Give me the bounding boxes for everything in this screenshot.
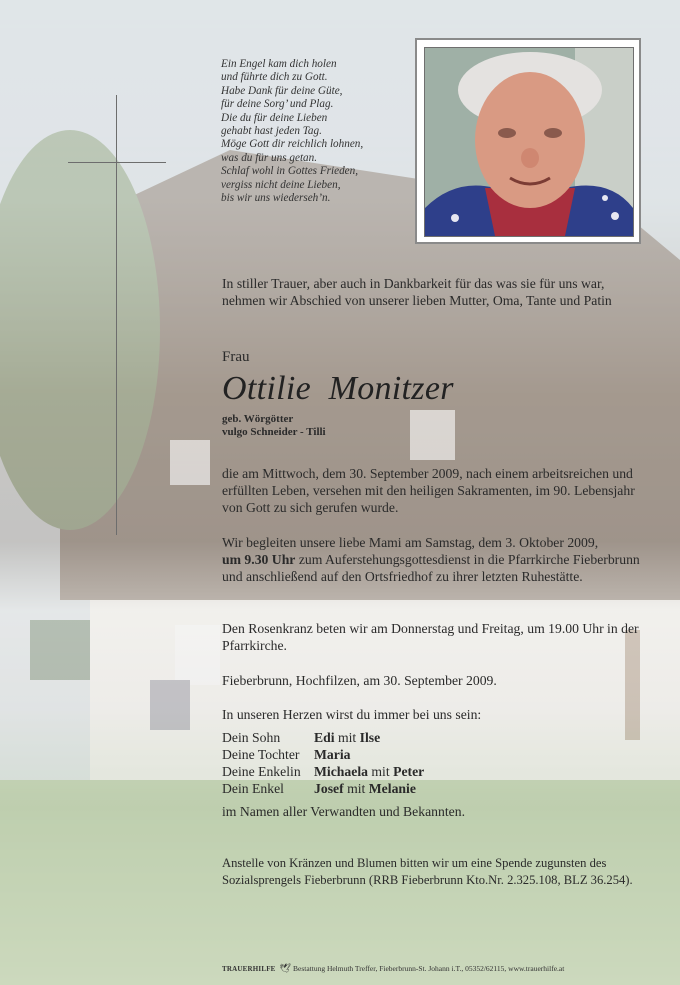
family-partner: Ilse bbox=[359, 730, 381, 745]
family-row bbox=[222, 729, 424, 746]
poem-line: vergiss nicht deine Lieben, bbox=[221, 178, 341, 191]
poem-line: Schlaf wohl in Gottes Frieden, bbox=[221, 165, 359, 178]
donation-request: Anstelle von Kränzen und Blumen bitten wir um eine Spende zugunsten des Sozialsprengels Fieberbrunn (RRB Fieberbrunn Kto.Nr. 2.325.108, BLZ 36.254). bbox=[222, 856, 633, 887]
family-name: Maria bbox=[314, 747, 351, 762]
family-row bbox=[222, 780, 424, 797]
death-announcement: die am Mittwoch, dem 30. September 2009, nach einem arbeitsreichen und erfüllten Leben, versehen mit den heiligen Sakramenten, im 90. Lebensjahr von Gott zu sich gerufen wurde. bbox=[222, 466, 635, 515]
family-relation: Deine Tochter bbox=[222, 747, 300, 762]
family-connector: mit bbox=[337, 730, 357, 745]
poem-line: Ein Engel kam dich holen bbox=[221, 58, 337, 70]
footer-text: Bestattung Helmuth Treffer, Fieberbrunn-St. Johann i.T., 05352/62115, www.trauerhilfe.at bbox=[292, 964, 565, 973]
poem-line: bis wir uns wiederseh’n. bbox=[221, 192, 331, 205]
rosary-info: Den Rosenkranz beten wir am Donnerstag und Freitag, um 19.00 Uhr in der Pfarrkirche. bbox=[222, 621, 639, 653]
portrait-photo bbox=[424, 47, 634, 237]
place-date: Fieberbrunn, Hochfilzen, am 30. September 2009. bbox=[222, 673, 497, 688]
family-relation: Dein Enkel bbox=[222, 781, 284, 796]
footer-brand: TRAUERHILFE bbox=[222, 965, 276, 973]
funeral-info-start: Wir begleiten unsere liebe Mami am Samstag, dem 3. Oktober 2009, bbox=[222, 535, 599, 550]
poem-line: gehabt hast jeden Tag. bbox=[221, 125, 322, 138]
family-name: Edi bbox=[314, 730, 335, 745]
family-relation: Dein Sohn bbox=[222, 730, 281, 745]
dove-icon: 🕊 bbox=[279, 963, 291, 973]
funeral-time: um 9.30 Uhr bbox=[222, 552, 296, 567]
family-row bbox=[222, 763, 424, 780]
poem-line: Möge Gott dir reichlich lohnen, bbox=[221, 138, 364, 151]
family-connector: mit bbox=[347, 781, 366, 796]
poem-line: Die du für deine Lieben bbox=[221, 111, 328, 124]
relatives-line: im Namen aller Verwandten und Bekannten. bbox=[222, 804, 466, 819]
family-name: Josef bbox=[314, 781, 344, 796]
poem-line: für deine Sorg’ und Plag. bbox=[221, 98, 334, 111]
funeral-info bbox=[222, 534, 652, 585]
family-relation: Deine Enkelin bbox=[222, 764, 301, 779]
family-connector: mit bbox=[371, 764, 390, 779]
family-partner: Melanie bbox=[368, 781, 416, 796]
salutation: Frau bbox=[222, 349, 250, 365]
hearts-line: In unseren Herzen wirst du immer bei uns sein: bbox=[222, 707, 482, 722]
family-name: Michaela bbox=[314, 764, 368, 779]
family-row bbox=[222, 746, 424, 763]
footer bbox=[222, 963, 564, 974]
deceased-name: Ottilie Monitzer bbox=[222, 370, 454, 407]
portrait-frame bbox=[415, 38, 641, 244]
maiden-name-block bbox=[222, 413, 326, 439]
cross-horizontal-line bbox=[68, 162, 166, 163]
family-partner: Peter bbox=[393, 764, 425, 779]
poem-line: und führte dich zu Gott. bbox=[221, 71, 328, 84]
memorial-poem bbox=[221, 58, 363, 205]
portrait-image bbox=[425, 48, 633, 236]
maiden-name: geb. Wörgötter bbox=[222, 413, 294, 425]
vulgo-name: vulgo Schneider - Tilli bbox=[222, 426, 326, 438]
intro-text: In stiller Trauer, aber auch in Dankbarkeit für das was sie für uns war, nehmen wir Abschied von unserer lieben Mutter, Oma, Tante und Patin bbox=[222, 276, 612, 308]
poem-line: Habe Dank für deine Güte, bbox=[221, 84, 343, 97]
family-list bbox=[222, 729, 424, 797]
cross-vertical-line bbox=[116, 95, 117, 535]
funeral-info-end: zum Auferstehungsgottesdienst in die Pfarrkirche Fieberbrunn und anschließend auf den Ortsfriedhof zu ihrer letzten Ruhestätte. bbox=[222, 552, 640, 584]
poem-line: was du für uns getan. bbox=[221, 151, 318, 164]
